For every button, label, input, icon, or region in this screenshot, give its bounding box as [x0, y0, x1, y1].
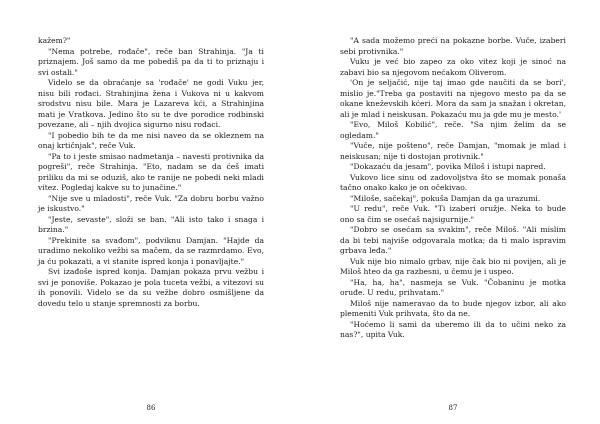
paragraph: "Evo, Miloš Kobilić", reče. "Sa njim želim da se ogledam." [340, 120, 566, 140]
paragraph: "Pa to i jeste smisao nadmetanja – navesti protivnika da pogreši", reče Strahinja. "Eto, nadam se da ćeš imati priliku da mi se oduziš, ako te ranije ne pobedi neki mladi vitez. Pogledaj kakve su to junačine." [38, 151, 264, 192]
paragraph: "Jeste, sevaste", složi se ban. "Ali isto tako i snaga i brzina." [38, 214, 264, 234]
paragraph: "A sada možemo preći na pokazne borbe. Vuče, izaberi sebi protivnika." [340, 36, 566, 56]
paragraph: Vuku je već bio zapeo za oko vitez koji je sinoć na zabavi bio sa njegovom nećakom Oliverom. [340, 57, 566, 77]
paragraph: "I pobedio bih te da me nisi naveo da se okleznem na onaj krtičnjak", reče Vuk. [38, 130, 264, 150]
paragraph: "Dokazaću da jesam", povika Miloš i istupi napred. [350, 162, 546, 171]
paragraph: "U redu", reče Vuk. "Ti izaberi oružje. Neka to bude ono sa čim se osećaš najsigurnije." [340, 204, 566, 224]
paragraph: "Prekinite sa svađom", podviknu Damjan. "Hajde da uradimo nekoliko vežbi sa mačem, da se razmrdamo. Evo, ja ću pokazati, a vi stanite ispred konja i ponavljajte." [38, 235, 264, 266]
paragraph: Miloš nije nameravao da to bude njegov izbor, ali ako plemeniti Vuk prihvata, što da ne. [340, 298, 566, 318]
paragraph: Vuk nije bio nimalo grbav, nije čak bio ni povijen, ali je Miloš hteo da ga razbesni, u čemu je i uspeo. [340, 256, 566, 276]
paragraph: "Hoćemo li sami da uberemo ili da to učini neko za nas?", upita Vuk. [340, 319, 566, 339]
page-number: 86 [146, 404, 156, 412]
paragraph: Vukovo lice sinu od zadovoljstva što se momak ponaša tačno onako kako je on očekivao. [340, 172, 566, 192]
paragraph: "Ha, ha, ha", nasmeja se Vuk. "Čobaninu je motka oruđe. U redu, prihvatam." [340, 277, 566, 297]
paragraph: "Nema potrebe, rođače", reče ban Strahinja. "Ja ti priznajem. Još samo da me pobediš pa da ti to priznaju i svi ostali." [38, 46, 264, 77]
page-number: 87 [448, 404, 458, 412]
right-page [300, 0, 600, 424]
left-page-text [38, 36, 264, 309]
paragraph: 'On je seljačić, nije taj imao gde naučiti da se bori', mislio je."Treba ga postaviti na njegovo mesto pa da se okane kneževskih kćeri. Mora da sam ja snažan i okretan, ali je mlad i neiskusan. Pokazaću mu ja gde mu je mesto.' [340, 78, 566, 119]
paragraph: "Miloše, sačekaj", pokuša Damjan da ga urazumi. [350, 193, 541, 203]
paragraph: "Nije sve u mladosti", reče Vuk. "Za dobru borbu važno je iskustvo." [38, 193, 264, 213]
right-page-text [340, 36, 566, 341]
paragraph: Svi izađoše ispred konja. Damjan pokaza prvu vežbu i svi je ponoviše. Pokazao je pola tuceta vežbi, a vitezovi su ih ponovili. Videlo se da su vežbe dobro osmišljene da dovedu telo u stanje spremnosti za borbu. [38, 267, 264, 308]
paragraph: "Vuče, nije pošteno", reče Damjan, "momak je mlad i neiskusan; nije ti dostojan protivnik." [340, 141, 566, 161]
paragraph: "Dobro se osećam sa svakim", reče Miloš. "Ali mislim da bi tebi najviše odgovarala motka; da ti malo ispravim grbava leđa." [340, 225, 566, 255]
paragraph: Videlo se da obraćanje sa 'rođače' ne godi Vuku jer, nisu bili rođaci. Strahinjina žena i Vukova ni u kakvom srodstvu nisu bile. Mara je Lazareva kći, a Strahinjina mati je Vratkova. Jedino što su te dve porodice rodbinski povezane, ali – njih dvojica sigurno nisu rođaci. [38, 78, 264, 129]
paragraph: kažem?" [38, 36, 71, 45]
